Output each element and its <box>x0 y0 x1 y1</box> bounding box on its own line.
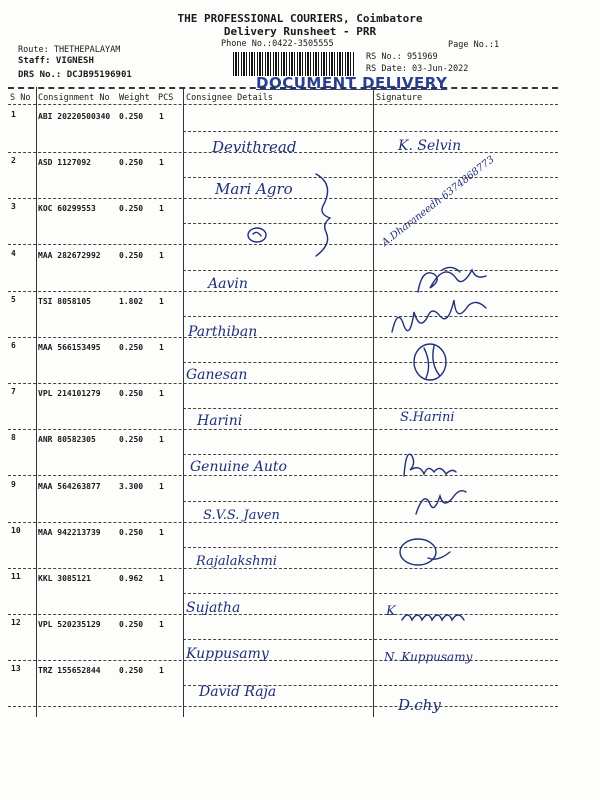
row-consignment-no: KKL 3085121 <box>38 574 91 583</box>
row-mid-rule <box>183 408 558 409</box>
col-divider <box>36 87 37 717</box>
row-weight: 0.250 <box>119 528 144 537</box>
row-weight: 0.250 <box>119 666 144 675</box>
header-rule-bottom <box>8 104 558 105</box>
handwritten-name: Kuppusamy <box>186 646 269 662</box>
barcode <box>233 52 355 76</box>
row-consignment-no: VPL 214101279 <box>38 389 101 398</box>
handwritten-name: Mari Agro <box>215 180 293 198</box>
handwritten-name: S.V.S. Javen <box>203 508 280 523</box>
row-divider <box>8 244 558 245</box>
col-weight: Weight <box>119 93 150 103</box>
row-sno: 10 <box>11 526 21 535</box>
row-pcs: 1 <box>159 528 164 537</box>
row-pcs: 1 <box>159 343 164 352</box>
row-pcs: 1 <box>159 158 164 167</box>
drs-number: DRS No.: DCJB95196901 <box>18 70 132 80</box>
row-consignment-no: MAA 282672992 <box>38 251 101 260</box>
row-sno: 9 <box>11 480 16 489</box>
row-mid-rule <box>183 223 558 224</box>
row-divider <box>8 198 558 199</box>
row-mid-rule <box>183 501 558 502</box>
row-pcs: 1 <box>159 620 164 629</box>
handwritten-mark <box>245 222 275 252</box>
row-mid-rule <box>183 593 558 594</box>
col-sno: S No <box>10 93 31 103</box>
row-mid-rule <box>183 547 558 548</box>
row-weight: 0.250 <box>119 204 144 213</box>
row-consignment-no: ASD 1127092 <box>38 158 91 167</box>
signature-text: K <box>386 604 396 619</box>
row-weight: 0.962 <box>119 574 144 583</box>
row-weight: 0.250 <box>119 389 144 398</box>
row-sno: 3 <box>11 202 16 211</box>
row-sno: 12 <box>11 618 21 627</box>
row-pcs: 1 <box>159 389 164 398</box>
row-divider <box>8 522 558 523</box>
row-sno: 11 <box>11 572 21 581</box>
row-weight: 0.250 <box>119 343 144 352</box>
row-weight: 0.250 <box>119 251 144 260</box>
row-sno: 1 <box>11 110 16 119</box>
row-mid-rule <box>183 639 558 640</box>
row-consignment-no: ANR 80582305 <box>38 435 96 444</box>
handwritten-bracket <box>312 170 342 260</box>
row-pcs: 1 <box>159 574 164 583</box>
handwritten-name: Rajalakshmi <box>196 554 277 569</box>
col-divider <box>183 87 184 717</box>
col-consignment: Consignment No <box>38 93 110 103</box>
row-weight: 0.250 <box>119 112 144 121</box>
handwritten-name: Aavin <box>208 276 248 292</box>
row-sno: 5 <box>11 295 16 304</box>
row-sno: 4 <box>11 249 16 258</box>
handwritten-name: Ganesan <box>186 367 248 383</box>
row-divider <box>8 475 558 476</box>
row-divider <box>8 383 558 384</box>
signature-text: S.Harini <box>400 410 455 425</box>
row-consignment-no: MAA 564263877 <box>38 482 101 491</box>
route: Route: THETHEPALAYAM <box>18 45 121 55</box>
row-consignment-no: ABI 20220500340 <box>38 112 111 121</box>
row-consignment-no: KOC 60299553 <box>38 204 96 213</box>
col-divider <box>373 87 374 717</box>
row-sno: 8 <box>11 433 16 442</box>
row-consignment-no: VPL 520235129 <box>38 620 101 629</box>
document-delivery-stamp: DOCUMENT DELIVERY <box>256 74 448 92</box>
signature-scribble <box>398 608 478 628</box>
row-weight: 0.250 <box>119 620 144 629</box>
row-mid-rule <box>183 454 558 455</box>
row-consignment-no: MAA 942213739 <box>38 528 101 537</box>
row-divider <box>8 660 558 661</box>
row-pcs: 1 <box>159 482 164 491</box>
handwritten-name: Parthiban <box>188 324 258 340</box>
signature-scribble <box>398 532 458 572</box>
signature-scribble <box>388 302 508 342</box>
row-divider <box>8 568 558 569</box>
signature-scribble <box>410 340 450 384</box>
row-weight: 3.300 <box>119 482 144 491</box>
page-number: Page No.:1 <box>448 40 500 50</box>
handwritten-name: David Raja <box>199 684 277 700</box>
rs-date: RS Date: 03-Jun-2022 <box>366 64 469 74</box>
staff: Staff: VIGNESH <box>18 56 94 66</box>
col-consignee: Consignee Details <box>186 93 273 103</box>
header-rule-top <box>8 87 558 89</box>
handwritten-name: Genuine Auto <box>190 459 287 475</box>
row-sno: 13 <box>11 664 21 673</box>
signature-text: N. Kuppusamy <box>384 650 473 664</box>
col-signature: Signature <box>376 93 423 103</box>
row-weight: 0.250 <box>119 435 144 444</box>
document-title: THE PROFESSIONAL COURIERS, Coimbatore <box>177 12 423 25</box>
row-pcs: 1 <box>159 112 164 121</box>
col-pcs: PCS <box>158 93 174 103</box>
phone-number: Phone No.:0422-3505555 <box>221 39 334 49</box>
signature-scribble <box>412 262 502 302</box>
row-mid-rule <box>183 362 558 363</box>
row-weight: 1.802 <box>119 297 144 306</box>
row-mid-rule <box>183 131 558 132</box>
row-divider <box>8 706 558 707</box>
row-sno: 6 <box>11 341 16 350</box>
row-pcs: 1 <box>159 297 164 306</box>
signature-text: D.chy <box>398 696 441 714</box>
rs-number: RS No.: 951969 <box>366 52 438 62</box>
signature-scribble <box>412 486 472 520</box>
row-weight: 0.250 <box>119 158 144 167</box>
row-consignment-no: MAA 566153495 <box>38 343 101 352</box>
handwritten-name: Sujatha <box>186 600 241 616</box>
row-sno: 7 <box>11 387 16 396</box>
row-consignment-no: TSI 8058105 <box>38 297 91 306</box>
row-pcs: 1 <box>159 251 164 260</box>
row-pcs: 1 <box>159 204 164 213</box>
row-divider <box>8 429 558 430</box>
signature-text: A.Dharaneedh 6374868773 <box>380 154 497 249</box>
handwritten-name: Devithread <box>212 138 297 156</box>
row-pcs: 1 <box>159 435 164 444</box>
signature-text: K. Selvin <box>398 138 462 154</box>
row-consignment-no: TRZ 155652844 <box>38 666 101 675</box>
document-subtitle: Delivery Runsheet - PRR <box>223 25 377 38</box>
row-sno: 2 <box>11 156 16 165</box>
row-pcs: 1 <box>159 666 164 675</box>
handwritten-name: Harini <box>197 413 243 429</box>
row-mid-rule <box>183 177 558 178</box>
signature-scribble <box>398 444 468 480</box>
